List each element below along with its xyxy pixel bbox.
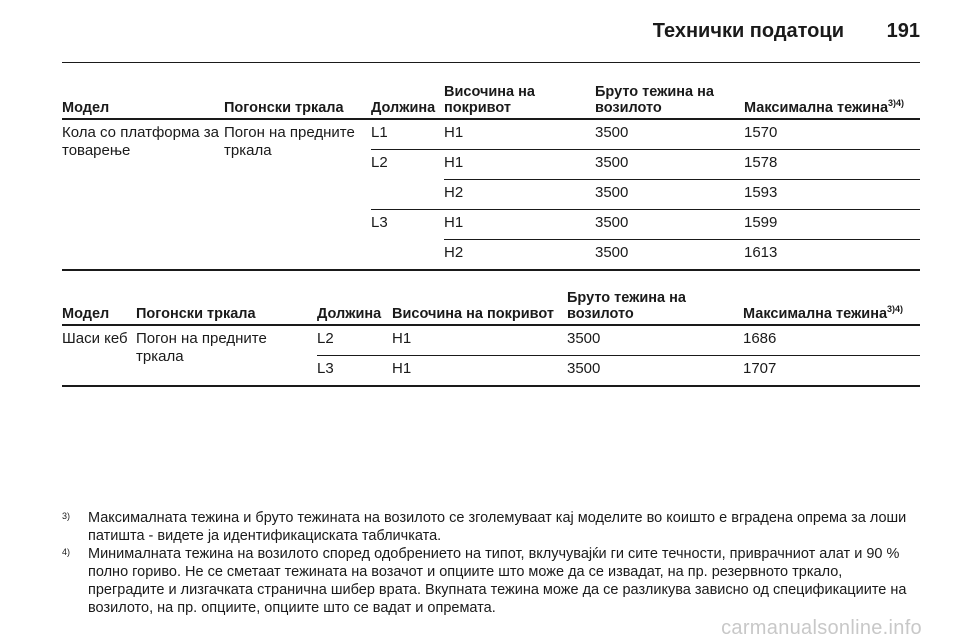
height-cell: H2 <box>444 180 595 210</box>
weights-table-chassis-cab <box>62 288 920 387</box>
col-model: Модел <box>62 288 136 325</box>
col-model: Модел <box>62 82 224 119</box>
max-cell: 1570 <box>744 119 920 150</box>
col-roof-height: Височина на покривот <box>392 288 567 325</box>
weights-table-platform <box>62 82 920 271</box>
footnote-4 <box>62 545 920 617</box>
length-cell: L1 <box>371 119 444 150</box>
drive-cell: Погон на предните тркала <box>136 325 317 386</box>
length-cell: L2 <box>371 150 444 210</box>
model-cell: Кола со платформа за товарење <box>62 119 224 270</box>
drive-cell: Погон на предните тркала <box>224 119 371 270</box>
footnote-mark: 4) <box>62 547 71 557</box>
footnote-3 <box>62 509 920 545</box>
length-cell: L3 <box>371 210 444 271</box>
max-cell: 1707 <box>743 356 920 387</box>
gross-cell: 3500 <box>567 356 743 387</box>
table-row <box>62 119 920 150</box>
height-cell: H1 <box>392 356 567 387</box>
footnote-mark: 3) <box>62 511 71 521</box>
watermark: carmanualsonline.info <box>721 617 922 639</box>
col-drive: Погонски тркала <box>136 288 317 325</box>
height-cell: H1 <box>444 119 595 150</box>
footnote-ref: 3)4) <box>887 304 904 314</box>
table-header-row <box>62 288 920 325</box>
gross-cell: 3500 <box>595 210 744 240</box>
footnote-text: Максималната тежина и бруто тежината на возилото се зголемуваат кај моделите во коишто е вградена опрема за лоши патишта - видете ја идентификациската табличката. <box>88 510 907 544</box>
model-cell: Шаси кеб <box>62 325 136 386</box>
col-gross-weight: Бруто тежина на возилото <box>567 288 743 325</box>
max-cell: 1578 <box>744 150 920 180</box>
max-cell: 1686 <box>743 325 920 356</box>
height-cell: H1 <box>444 210 595 240</box>
length-cell: L3 <box>317 356 392 387</box>
col-length: Должина <box>371 82 444 119</box>
col-length: Должина <box>317 288 392 325</box>
page-header <box>62 0 920 63</box>
max-cell: 1599 <box>744 210 920 240</box>
col-gross-weight: Бруто тежина на возилото <box>595 82 744 119</box>
col-max-weight: Максимална тежина$^{3)4)}$ <box>744 82 920 119</box>
col-drive: Погонски тркала <box>224 82 371 119</box>
footnotes <box>62 509 920 617</box>
gross-cell: 3500 <box>595 180 744 210</box>
gross-cell: 3500 <box>595 119 744 150</box>
page-title: Технички податоци <box>652 20 844 42</box>
col-roof-height: Височина на покривот <box>444 82 595 119</box>
height-cell: H1 <box>392 325 567 356</box>
length-cell: L2 <box>317 325 392 356</box>
footnote-ref: 3)4) <box>888 98 905 108</box>
table-header-row <box>62 82 920 119</box>
gross-cell: 3500 <box>595 150 744 180</box>
max-cell: 1613 <box>744 240 920 271</box>
height-cell: H2 <box>444 240 595 271</box>
gross-cell: 3500 <box>595 240 744 271</box>
col-max-weight: Максимална тежина$^{3)4)}$ <box>743 288 920 325</box>
gross-cell: 3500 <box>567 325 743 356</box>
height-cell: H1 <box>444 150 595 180</box>
table-row <box>62 325 920 356</box>
max-cell: 1593 <box>744 180 920 210</box>
page-number: 191 <box>886 20 920 42</box>
footnote-text: Минималната тежина на возилото според одобрението на типот, вклучувајќи ги сите течности, приврачниот алат и 90 % полно гориво. Не се сметаат тежината на возачот и опциите што може да се извадат, на пр. резервното тркало, преградите и лизгачката странична шибер врата. Вкупната тежина може да се разликува зависно од спецификациите на возилото, на пр. опциите, опциите што се вадат и опремата. <box>88 546 907 616</box>
